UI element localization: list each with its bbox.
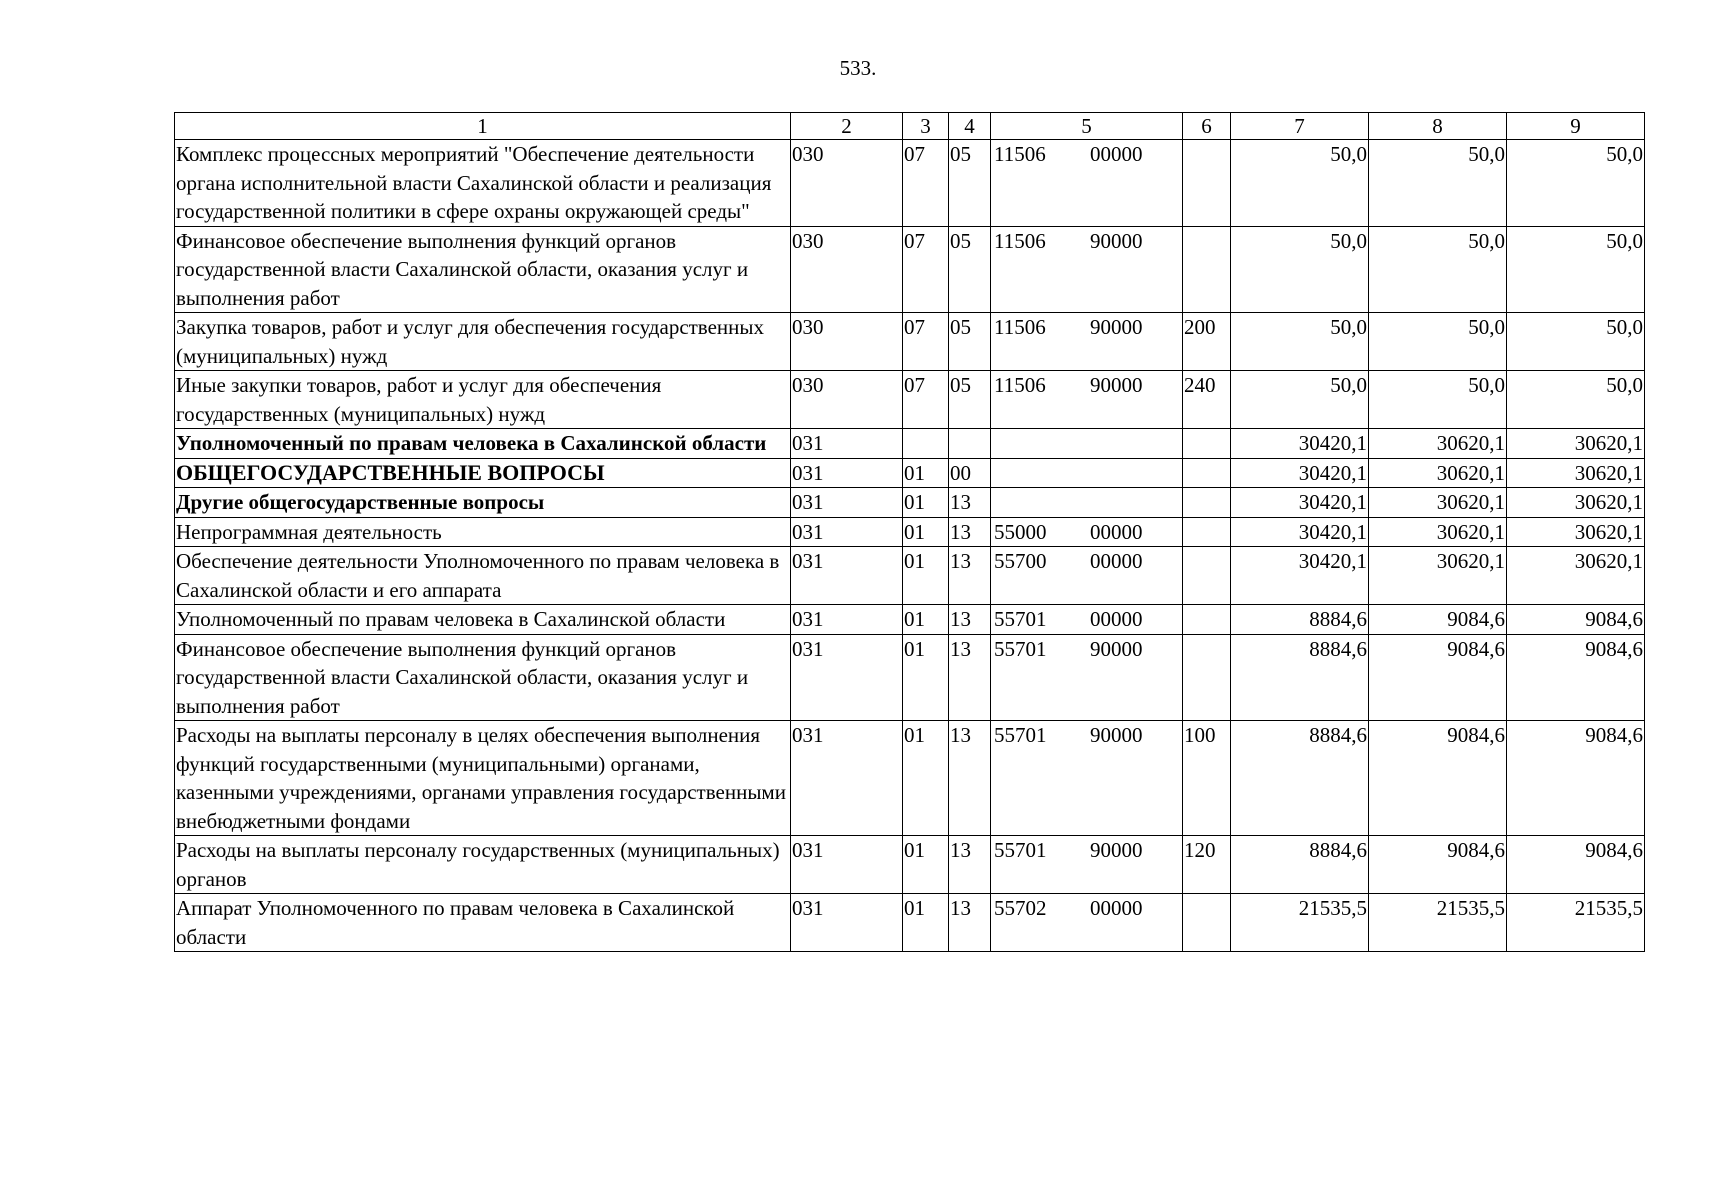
table-row (175, 721, 1645, 836)
row-name-cell: Расходы на выплаты персоналу государственных (муниципальных) органов (175, 836, 791, 894)
row-name-cell: Аппарат Уполномоченного по правам человека в Сахалинской области (175, 894, 791, 952)
target-article-direction: 90000 (1090, 838, 1143, 862)
subsection-code-cell: 05 (949, 371, 991, 429)
admin-code-cell: 030 (791, 371, 903, 429)
section-code-cell: 01 (903, 458, 949, 488)
expense-type-cell (1183, 226, 1231, 313)
amount-col9-cell: 50,0 (1507, 371, 1645, 429)
expense-type-cell (1183, 634, 1231, 721)
table-row (175, 429, 1645, 459)
amount-col9-cell: 30620,1 (1507, 458, 1645, 488)
section-code-cell: 01 (903, 836, 949, 894)
amount-col7-cell: 8884,6 (1231, 721, 1369, 836)
amount-col8-cell: 30620,1 (1369, 429, 1507, 459)
expense-type-cell: 100 (1183, 721, 1231, 836)
admin-code-cell: 031 (791, 634, 903, 721)
target-article-program: 55700 (994, 549, 1047, 573)
target-article-direction: 90000 (1090, 373, 1143, 397)
target-article-cell (991, 836, 1183, 894)
table-row (175, 226, 1645, 313)
page-number: 533. (839, 56, 877, 80)
table-row (175, 371, 1645, 429)
subsection-code-cell: 13 (949, 721, 991, 836)
expense-type-cell: 120 (1183, 836, 1231, 894)
target-article-direction: 90000 (1090, 228, 1143, 253)
column-header: 3 (903, 113, 949, 140)
target-article-direction: 90000 (1090, 315, 1143, 339)
target-article-direction: 90000 (1090, 636, 1143, 661)
target-article-program: 11506 (994, 228, 1046, 253)
amount-col7-cell: 50,0 (1231, 226, 1369, 313)
amount-col7-cell: 21535,5 (1231, 894, 1369, 952)
amount-col9-cell: 9084,6 (1507, 634, 1645, 721)
section-code-cell: 01 (903, 894, 949, 952)
subsection-code-cell: 13 (949, 605, 991, 635)
amount-col7-cell: 30420,1 (1231, 429, 1369, 459)
section-code-cell: 07 (903, 371, 949, 429)
amount-col8-cell: 9084,6 (1369, 605, 1507, 635)
admin-code-cell: 030 (791, 313, 903, 371)
amount-col8-cell: 50,0 (1369, 371, 1507, 429)
column-header: 2 (791, 113, 903, 140)
amount-col7-cell: 8884,6 (1231, 605, 1369, 635)
table-row (175, 517, 1645, 547)
expense-type-cell (1183, 605, 1231, 635)
amount-col8-cell: 30620,1 (1369, 547, 1507, 605)
target-article-cell (991, 226, 1183, 313)
table-header-row (175, 113, 1645, 140)
amount-col9-cell: 30620,1 (1507, 488, 1645, 518)
expense-type-cell: 200 (1183, 313, 1231, 371)
amount-col9-cell: 9084,6 (1507, 605, 1645, 635)
target-article-cell (991, 458, 1183, 488)
admin-code-cell: 031 (791, 458, 903, 488)
target-article-cell (991, 488, 1183, 518)
target-article-cell (991, 894, 1183, 952)
target-article-cell (991, 140, 1183, 227)
section-code-cell: 01 (903, 605, 949, 635)
row-name-cell: Обеспечение деятельности Уполномоченного по правам человека в Сахалинской области и его аппарата (175, 547, 791, 605)
target-article-program: 55702 (994, 896, 1047, 920)
budget-table (174, 112, 1645, 952)
target-article-program: 11506 (994, 373, 1046, 397)
amount-col8-cell: 50,0 (1369, 313, 1507, 371)
admin-code-cell: 031 (791, 517, 903, 547)
expense-type-cell (1183, 894, 1231, 952)
row-name-cell: Закупка товаров, работ и услуг для обеспечения государственных (муниципальных) нужд (175, 313, 791, 371)
table-row (175, 140, 1645, 227)
amount-col9-cell: 50,0 (1507, 226, 1645, 313)
subsection-code-cell: 13 (949, 517, 991, 547)
admin-code-cell: 030 (791, 140, 903, 227)
expense-type-cell (1183, 140, 1231, 227)
amount-col7-cell: 50,0 (1231, 313, 1369, 371)
target-article-direction: 90000 (1090, 723, 1143, 747)
table-row (175, 313, 1645, 371)
amount-col8-cell: 50,0 (1369, 140, 1507, 227)
expense-type-cell (1183, 429, 1231, 459)
amount-col8-cell: 9084,6 (1369, 721, 1507, 836)
amount-col7-cell: 8884,6 (1231, 836, 1369, 894)
amount-col8-cell: 21535,5 (1369, 894, 1507, 952)
target-article-direction: 00000 (1090, 607, 1143, 631)
row-name-cell: Иные закупки товаров, работ и услуг для обеспечения государственных (муниципальных) нужд (175, 371, 791, 429)
admin-code-cell: 031 (791, 721, 903, 836)
target-article-program: 55701 (994, 607, 1047, 631)
table-row (175, 547, 1645, 605)
column-header: 8 (1369, 113, 1507, 140)
target-article-direction: 00000 (1090, 519, 1143, 544)
subsection-code-cell: 13 (949, 488, 991, 518)
table-row (175, 458, 1645, 488)
target-article-program: 55000 (994, 519, 1047, 544)
row-name-cell: Комплекс процессных мероприятий "Обеспечение деятельности органа исполнительной власти Сахалинской области и реализация государственной политики в сфере охраны окружающей среды" (175, 140, 791, 227)
amount-col8-cell: 30620,1 (1369, 458, 1507, 488)
target-article-cell (991, 429, 1183, 459)
table-row (175, 836, 1645, 894)
subsection-code-cell: 13 (949, 894, 991, 952)
amount-col8-cell: 9084,6 (1369, 836, 1507, 894)
table-row (175, 605, 1645, 635)
section-code-cell: 07 (903, 313, 949, 371)
subsection-code-cell: 05 (949, 226, 991, 313)
admin-code-cell: 031 (791, 429, 903, 459)
amount-col7-cell: 50,0 (1231, 371, 1369, 429)
table-row (175, 634, 1645, 721)
amount-col8-cell: 30620,1 (1369, 488, 1507, 518)
target-article-cell (991, 517, 1183, 547)
amount-col7-cell: 50,0 (1231, 140, 1369, 227)
amount-col9-cell: 30620,1 (1507, 517, 1645, 547)
target-article-cell (991, 371, 1183, 429)
amount-col7-cell: 8884,6 (1231, 634, 1369, 721)
section-code-cell: 01 (903, 517, 949, 547)
amount-col7-cell: 30420,1 (1231, 517, 1369, 547)
column-header: 6 (1183, 113, 1231, 140)
row-name-cell: Другие общегосударственные вопросы (175, 488, 791, 518)
section-code-cell: 07 (903, 140, 949, 227)
amount-col9-cell: 50,0 (1507, 313, 1645, 371)
amount-col9-cell: 9084,6 (1507, 721, 1645, 836)
admin-code-cell: 031 (791, 605, 903, 635)
amount-col9-cell: 30620,1 (1507, 429, 1645, 459)
table-body (175, 140, 1645, 952)
target-article-program: 55701 (994, 636, 1047, 661)
target-article-program: 55701 (994, 723, 1047, 747)
column-header: 7 (1231, 113, 1369, 140)
target-article-program: 11506 (994, 315, 1046, 339)
amount-col8-cell: 9084,6 (1369, 634, 1507, 721)
target-article-cell (991, 721, 1183, 836)
row-name-cell: Расходы на выплаты персоналу в целях обеспечения выполнения функций государственными (муниципальными) органами, казенными учреждениями, органами управления государственными внебюджетными фондами (175, 721, 791, 836)
subsection-code-cell: 05 (949, 140, 991, 227)
admin-code-cell: 030 (791, 226, 903, 313)
amount-col9-cell: 50,0 (1507, 140, 1645, 227)
section-code-cell: 01 (903, 634, 949, 721)
subsection-code-cell: 13 (949, 547, 991, 605)
subsection-code-cell: 05 (949, 313, 991, 371)
amount-col9-cell: 9084,6 (1507, 836, 1645, 894)
subsection-code-cell: 00 (949, 458, 991, 488)
admin-code-cell: 031 (791, 836, 903, 894)
amount-col7-cell: 30420,1 (1231, 547, 1369, 605)
section-code-cell (903, 429, 949, 459)
target-article-program: 11506 (994, 142, 1046, 166)
amount-col8-cell: 30620,1 (1369, 517, 1507, 547)
row-name-cell: Уполномоченный по правам человека в Сахалинской области (175, 429, 791, 459)
subsection-code-cell (949, 429, 991, 459)
row-name-cell: ОБЩЕГОСУДАРСТВЕННЫЕ ВОПРОСЫ (175, 458, 791, 488)
column-header: 4 (949, 113, 991, 140)
target-article-cell (991, 634, 1183, 721)
target-article-direction: 00000 (1090, 142, 1143, 166)
amount-col9-cell: 21535,5 (1507, 894, 1645, 952)
admin-code-cell: 031 (791, 488, 903, 518)
row-name-cell: Непрограммная деятельность (175, 517, 791, 547)
table-row (175, 488, 1645, 518)
amount-col9-cell: 30620,1 (1507, 547, 1645, 605)
target-article-cell (991, 547, 1183, 605)
amount-col7-cell: 30420,1 (1231, 458, 1369, 488)
admin-code-cell: 031 (791, 894, 903, 952)
target-article-program: 55701 (994, 838, 1047, 862)
section-code-cell: 01 (903, 547, 949, 605)
amount-col7-cell: 30420,1 (1231, 488, 1369, 518)
column-header: 9 (1507, 113, 1645, 140)
row-name-cell: Уполномоченный по правам человека в Сахалинской области (175, 605, 791, 635)
subsection-code-cell: 13 (949, 836, 991, 894)
row-name-cell: Финансовое обеспечение выполнения функций органов государственной власти Сахалинской области, оказания услуг и выполнения работ (175, 226, 791, 313)
target-article-direction: 00000 (1090, 896, 1143, 920)
admin-code-cell: 031 (791, 547, 903, 605)
section-code-cell: 07 (903, 226, 949, 313)
column-header: 5 (991, 113, 1183, 140)
target-article-cell (991, 605, 1183, 635)
expense-type-cell (1183, 488, 1231, 518)
column-header: 1 (175, 113, 791, 140)
subsection-code-cell: 13 (949, 634, 991, 721)
expense-type-cell (1183, 458, 1231, 488)
section-code-cell: 01 (903, 488, 949, 518)
target-article-cell (991, 313, 1183, 371)
section-code-cell: 01 (903, 721, 949, 836)
amount-col8-cell: 50,0 (1369, 226, 1507, 313)
target-article-direction: 00000 (1090, 549, 1143, 573)
expense-type-cell: 240 (1183, 371, 1231, 429)
expense-type-cell (1183, 517, 1231, 547)
table-row (175, 894, 1645, 952)
row-name-cell: Финансовое обеспечение выполнения функций органов государственной власти Сахалинской области, оказания услуг и выполнения работ (175, 634, 791, 721)
expense-type-cell (1183, 547, 1231, 605)
